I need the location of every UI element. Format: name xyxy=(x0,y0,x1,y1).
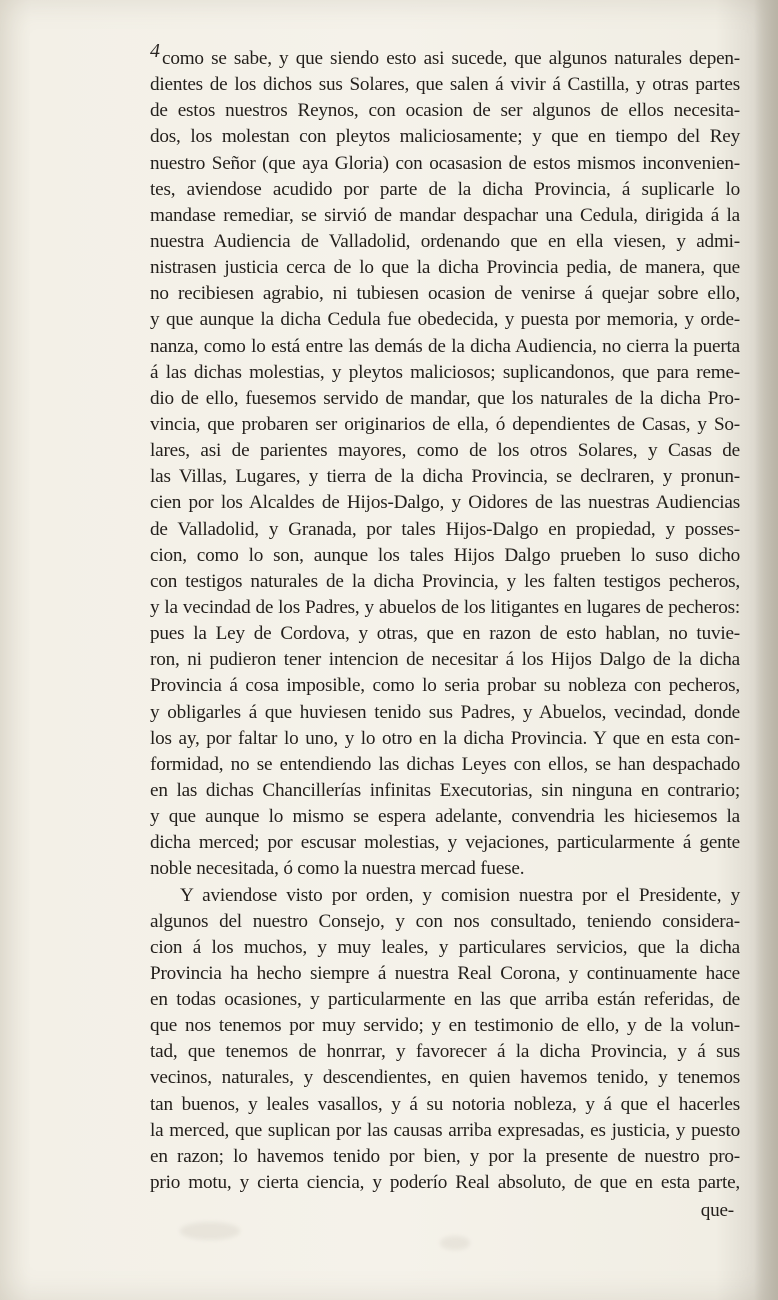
text-line: Y aviendose visto por orden, y comision nuestra por el Presidente, y xyxy=(180,884,740,906)
text-line: y que aunque la dicha Cedula fue obedecida, y puesta por memoria, y orde- xyxy=(150,309,740,331)
catchword: que- xyxy=(700,1200,734,1222)
text-line: cion á los muchos, y muy leales, y particulares servicios, que la dicha xyxy=(150,936,740,958)
text-line: dicha merced; por escusar molestias, y vejaciones, particularmente á gente xyxy=(150,832,740,854)
page-edge-shadow xyxy=(754,0,778,1300)
text-line: tad, que tenemos de honrrar, y favorecer á la dicha Provincia, y á sus xyxy=(150,1041,740,1063)
text-line: y obligarles á que huviesen tenido sus Padres, y Abuelos, vecindad, donde xyxy=(150,701,740,723)
text-line: á las dichas molestias, y pleytos maliciosos; suplicandonos, que para reme- xyxy=(150,361,740,383)
text-line: nanza, como lo está entre las demás de la dicha Audiencia, no cierra la puerta xyxy=(150,335,740,357)
text-line: en razon; lo havemos tenido por bien, y por la presente de nuestro pro- xyxy=(150,1145,740,1167)
text-line: que nos tenemos por muy servido; y en testimonio de ello, y de la volun- xyxy=(150,1015,740,1037)
text-line: no recibiesen agrabio, ni tubiesen ocasion de venirse á quejar sobre ello, xyxy=(150,283,740,305)
paper-stain xyxy=(180,1222,240,1240)
text-line: prio motu, y cierta ciencia, y poderío Real absoluto, de que en esta parte, xyxy=(150,1172,740,1194)
text-line: de Valladolid, y Granada, por tales Hijos-Dalgo en propiedad, y posses- xyxy=(150,518,740,540)
text-line: Provincia ha hecho siempre á nuestra Real Corona, y continuamente hace xyxy=(150,962,740,984)
text-line: nistrasen justicia cerca de lo que la dicha Provincia pedia, de manera, que xyxy=(150,257,740,279)
text-line: vincia, que probaren ser originarios de ella, ó dependientes de Casas, y So- xyxy=(150,413,740,435)
body-text xyxy=(150,46,740,1224)
text-line: dientes de los dichos sus Solares, que salen á vivir á Castilla, y otras partes xyxy=(150,74,740,96)
text-line: dos, los molestan con pleytos maliciosamente; y que en tiempo del Rey xyxy=(150,126,740,148)
text-line: y la vecindad de los Padres, y abuelos de los litigantes en lugares de pecheros: xyxy=(150,596,740,618)
text-line: nuestro Señor (que aya Gloria) con ocasasion de estos mismos inconvenien- xyxy=(150,152,740,174)
text-line: de estos nuestros Reynos, con ocasion de ser algunos de ellos necesita- xyxy=(150,100,740,122)
text-line: mandase remediar, se sirvió de mandar despachar una Cedula, dirigida á la xyxy=(150,204,740,226)
text-line: Provincia á cosa imposible, como lo seria probar su nobleza con pecheros, xyxy=(150,675,740,697)
text-line: pues la Ley de Cordova, y otras, que en razon de esto hablan, no tuvie- xyxy=(150,623,740,645)
text-line: formidad, no se entendiendo las dichas Leyes con ellos, se han despachado xyxy=(150,753,740,775)
text-line: lares, asi de parientes mayores, como de los otros Solares, y Casas de xyxy=(150,440,740,462)
text-line: cien por los Alcaldes de Hijos-Dalgo, y Oidores de las nuestras Audiencias xyxy=(150,492,740,514)
text-line: dio de ello, fuesemos servido de mandar, que los naturales de la dicha Pro- xyxy=(150,387,740,409)
text-line: como se sabe, y que siendo esto asi sucede, que algunos naturales depen- xyxy=(162,48,740,69)
text-line: tan buenos, y leales vasallos, y á su notoria nobleza, y á que el hacerles xyxy=(150,1093,740,1115)
paper-stain xyxy=(440,1236,470,1250)
text-line: en todas ocasiones, y particularmente en las que arriba están referidas, de xyxy=(150,989,740,1011)
text-line: ron, ni pudieron tener intencion de necesitar á los Hijos Dalgo de la dicha xyxy=(150,649,740,671)
text-line: algunos del nuestro Consejo, y con nos consultado, teniendo considera- xyxy=(150,910,740,932)
text-line: tes, aviendose acudido por parte de la dicha Provincia, á suplicarle lo xyxy=(150,178,740,200)
page-number: 4 xyxy=(150,40,160,62)
text-line: las Villas, Lugares, y tierra de la dicha Provincia, se declraren, y pronun- xyxy=(150,466,740,488)
text-line: vecinos, naturales, y descendientes, en quien havemos tenido, y tenemos xyxy=(150,1067,740,1089)
text-line: con testigos naturales de la dicha Provincia, y les falten testigos pecheros, xyxy=(150,570,740,592)
text-line: la merced, que suplican por las causas arriba expresadas, es justicia, y puesto xyxy=(150,1119,740,1141)
text-line: en las dichas Chancillerías infinitas Executorias, sin ninguna en contrario; xyxy=(150,779,740,801)
text-line: cion, como lo son, aunque los tales Hijos Dalgo prueben lo suso dicho xyxy=(150,544,740,566)
text-line: noble necesitada, ó como la nuestra mercad fuese. xyxy=(150,858,525,880)
text-line: y que aunque lo mismo se espera adelante, convendria les hiciesemos la xyxy=(150,806,740,828)
text-line: los ay, por faltar lo uno, y lo otro en la dicha Provincia. Y que en esta con- xyxy=(150,727,740,749)
text-line: nuestra Audiencia de Valladolid, ordenando que en ella viesen, y admi- xyxy=(150,230,740,252)
